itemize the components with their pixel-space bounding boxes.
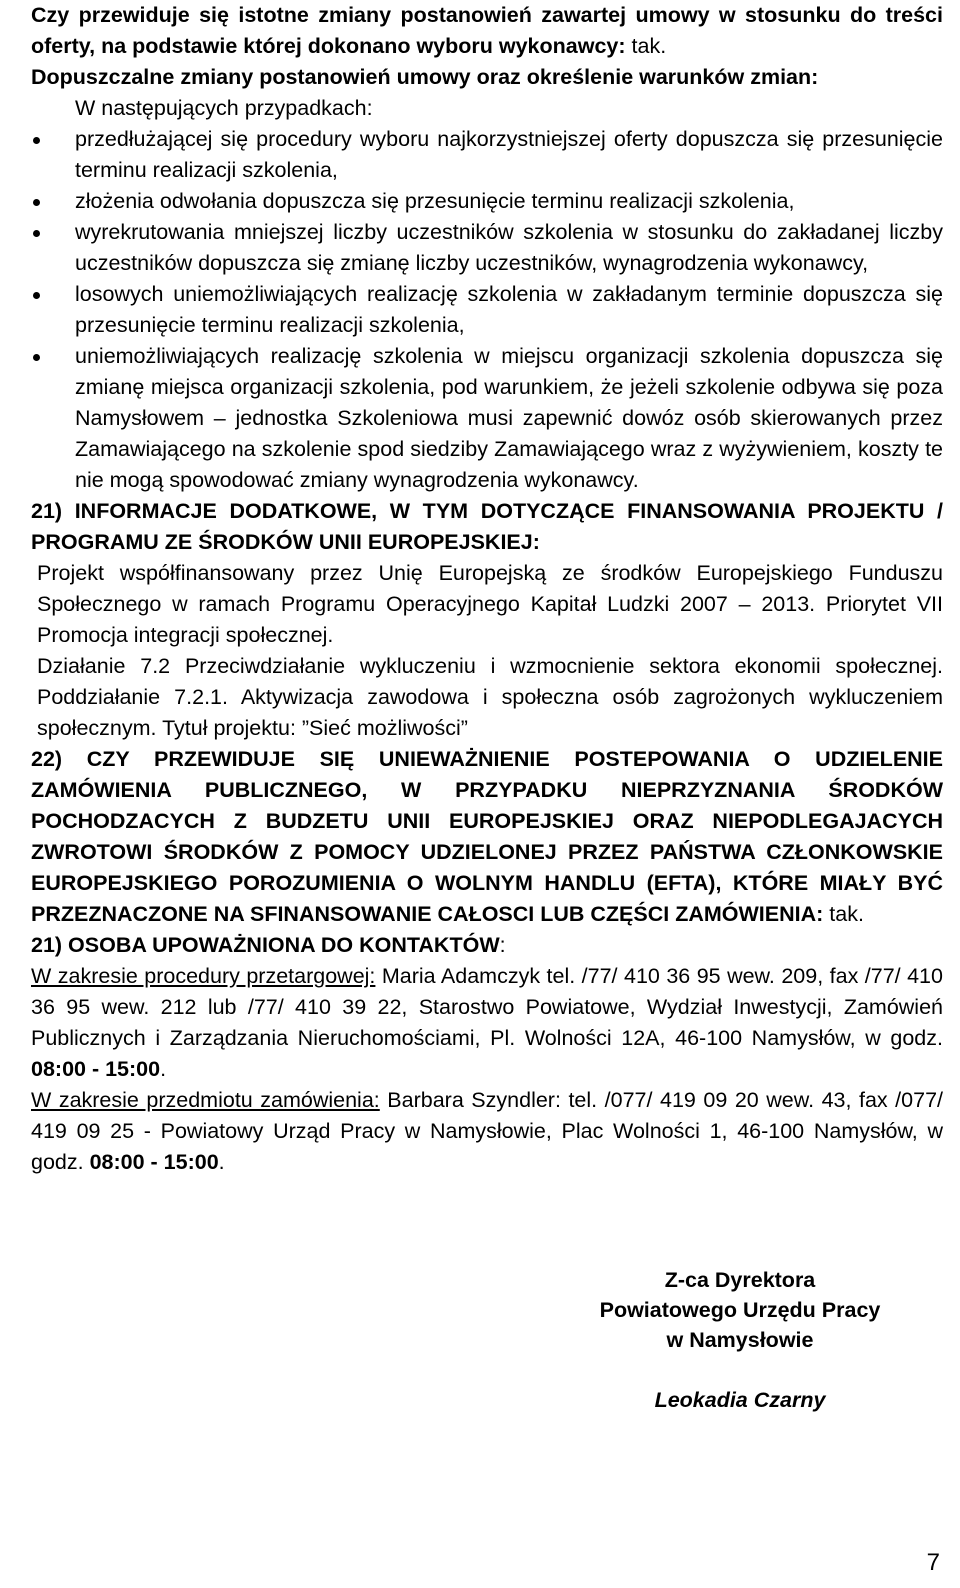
allowed-changes-heading: Dopuszczalne zmiany postanowień umowy oraz określenie warunków zmian: [31, 65, 819, 89]
signature-title: Z-ca Dyrektora [664, 1268, 816, 1292]
contact-heading-text: 21) OSOBA UPOWAŻNIONA DO KONTAKTÓW [31, 933, 500, 957]
contact-subject-text: Barbara Szyndler: tel. /077/ 419 09 20 wew. 43, fax /077/ 419 09 25 - Powiatowy Urząd Pracy w Namysłowie, Plac Wolności 1, 46-100 Namysłów, w godz. [31, 1088, 943, 1174]
contact-heading-colon: : [499, 933, 506, 957]
contact-subject-label: W zakresie przedmiotu zamówienia: [31, 1088, 380, 1112]
list-item: uniemożliwiających realizację szkolenia w miejscu organizacji szkolenia dopuszcza się zmianę miejsca organizacji szkolenia, pod warunkiem, że jeżeli szkolenie odbywa się poza Namysłowem – jednostka Szkoleniowa musi zapewnić dowóz osób skierowanych przez Zamawiającego na szkolenie spod siedziby Zamawiającego wraz z wyżywieniem, koszty te nie mogą spowodować zmiany wynagrodzenia wykonawcy. [31, 341, 943, 496]
change-conditions-list [31, 124, 943, 496]
section-22-heading: 22) CZY PRZEWIDUJE SIĘ UNIEWAŻNIENIE POSTEPOWANIA O UDZIELENIE ZAMÓWIENIA PUBLICZNEGO, W PRZYPADKU NIEPRZYZNANIA ŚRODKÓW POCHODZACYCH Z BUDZETU UNII EUROPEJSKIEJ ORAZ NIEPODLEGAJACYCH ZWROTOWI ŚRODKÓW Z POMOCY UDZIELONEJ PRZEZ PAŃSTWA CZŁONKOWSKIE EUROPEJSKIEGO POROZUMIENIA O WOLNYM HANDLU (EFTA), KTÓRE MIAŁY BYĆ PRZEZNACZONE NA SFINANSOWANIE CAŁOSCI LUB CZĘŚCI ZAMÓWIENIA: [31, 747, 943, 926]
signature-block [560, 1265, 920, 1416]
section-21-heading: 21) INFORMACJE DODATKOWE, W TYM DOTYCZĄCE FINANSOWANIA PROJEKTU / PROGRAMU ZE ŚRODKÓW UNII EUROPEJSKIEJ: [31, 499, 943, 554]
section-22-answer: tak. [823, 902, 864, 926]
contact-procedure [31, 961, 943, 1085]
list-item: przedłużającej się procedury wyboru najkorzystniejszej oferty dopuszcza się przesunięcie terminu realizacji szkolenia, [31, 124, 943, 186]
list-item: losowych uniemożliwiających realizację szkolenia w zakładanym terminie dopuszcza się przesunięcie terminu realizacji szkolenia, [31, 279, 943, 341]
list-item: wyrekrutowania mniejszej liczby uczestników szkolenia w stosunku do zakładanej liczby uczestników dopuszcza się zmianę liczby uczestników, wynagrodzenia wykonawcy, [31, 217, 943, 279]
contact-procedure-hours: 08:00 - 15:00 [31, 1057, 161, 1081]
signature-location: w Namysłowie [666, 1328, 814, 1352]
section-22 [31, 744, 943, 930]
question-answer: tak. [625, 34, 667, 58]
project-paragraph: Działanie 7.2 Przeciwdziałanie wykluczeniu i wzmocnienie sektora ekonomii społecznej. Poddziałanie 7.2.1. Aktywizacja zawodowa i społeczna osób zagrożonych wykluczeniem społecznym. Tytuł projektu: ”Sieć możliwości” [37, 654, 943, 740]
document-page [31, 0, 943, 1178]
list-item: złożenia odwołania dopuszcza się przesunięcie terminu realizacji szkolenia, [31, 186, 943, 217]
contact-procedure-text: Maria Adamczyk tel. /77/ 410 36 95 wew. 209, fax /77/ 410 36 95 wew. 212 lub /77/ 410 39 22, Starostwo Powiatowe, Wydział Inwestycji, Zamówień Publicznych i Zarządzania Nieruchomościami, Pl. Wolności 12A, 46-100 Namysłów, w godz. [31, 964, 943, 1050]
contact-subject-end: . [218, 1150, 225, 1174]
cases-intro: W następujących przypadkach: [75, 96, 373, 120]
question-text: Czy przewiduje się istotne zmiany postanowień zawartej umowy w stosunku do treści oferty, na podstawie której dokonano wyboru wykonawcy: [31, 3, 943, 58]
section-20-question [31, 0, 943, 62]
contact-subject-hours: 08:00 - 15:00 [89, 1150, 219, 1174]
contact-section-heading [31, 930, 943, 961]
contact-procedure-end: . [160, 1057, 167, 1081]
signature-name: Leokadia Czarny [654, 1388, 826, 1412]
contact-subject [31, 1085, 943, 1178]
page-number: 7 [926, 1549, 940, 1576]
signature-office: Powiatowego Urzędu Pracy [599, 1298, 881, 1322]
funding-paragraph: Projekt współfinansowany przez Unię Europejską ze środków Europejskiego Funduszu Społecznego w ramach Programu Operacyjnego Kapitał Ludzki 2007 – 2013. Priorytet VII Promocja integracji społecznej. [37, 561, 943, 647]
contact-procedure-label: W zakresie procedury przetargowej: [31, 964, 376, 988]
